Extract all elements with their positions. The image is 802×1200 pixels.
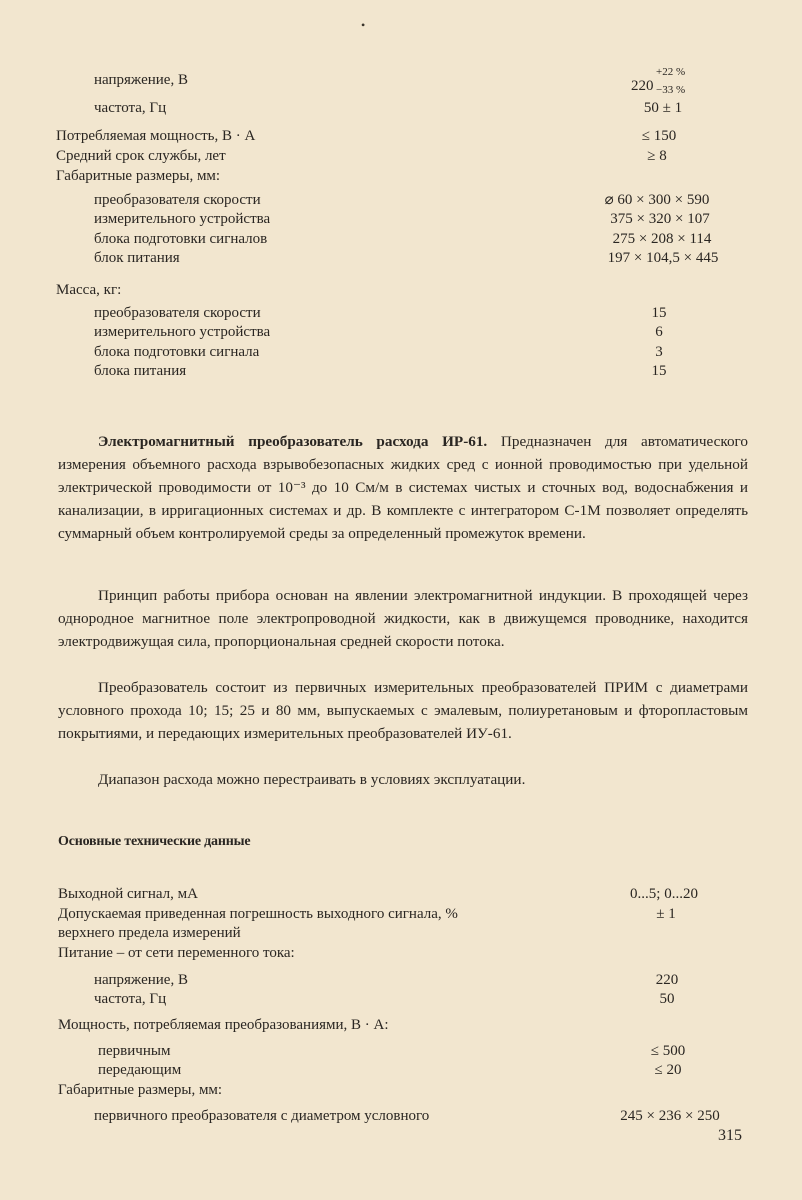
spec-value: 50 ± 1 [643,100,683,116]
spec-value: ≥ 8 [647,148,667,164]
spec-row-mass-heading [0,280,802,300]
dimension-row [0,209,802,229]
dimension-value: 197 × 104,5 × 445 [607,250,719,266]
spec-label: Габаритные размеры, мм: [56,168,221,184]
product-title: Электромагнитный преобразователь расхода ИР-61. [98,433,488,450]
top-mark: • [361,18,366,32]
dimension-value: 375 × 320 × 107 [610,211,710,227]
spec-label: Мощность, потребляемая преобразованиями, В · А: [58,1017,389,1033]
spec-label: первичного преобразователя с диаметром условного [94,1108,430,1124]
spec-tolerance-plus: +22 % [656,66,686,78]
spec-row-power [0,1015,802,1035]
spec-row-supply [0,943,802,963]
paragraph-range [58,768,748,791]
spec-label: Потребляемая мощность, В · А [56,128,256,144]
spec-row-frequency [0,98,802,118]
dimension-row [0,190,802,210]
mass-row [0,361,802,381]
mass-row [0,342,802,362]
spec-label: Выходной сигнал, мА [58,886,198,902]
mass-value: 15 [651,305,667,321]
mass-label: преобразователя скорости [94,305,261,321]
mass-row [0,303,802,323]
spec-value: ≤ 20 [654,1062,682,1078]
spec-value: ≤ 150 [641,128,677,144]
spec-value: 245 × 236 × 250 [620,1108,720,1124]
spec-label: первичным [98,1043,171,1059]
spec-label: верхнего предела измерений [58,925,241,941]
spec-value: 220 [631,78,654,94]
spec-row-voltage [0,66,802,96]
spec-label: частота, Гц [94,100,167,116]
spec-row-error [0,904,802,924]
mass-value: 3 [655,344,663,360]
spec-row-transmit [0,1060,802,1080]
spec-row-power [0,126,802,146]
mass-row [0,322,802,342]
spec-label: передающим [98,1062,182,1078]
spec-label: Средний срок службы, лет [56,148,226,164]
spec-label: Масса, кг: [56,282,122,298]
spec-row-dims-primary [0,1106,802,1126]
spec-value: ≤ 500 [650,1043,686,1059]
dimension-label: блока подготовки сигналов [94,231,268,247]
dimension-value: 275 × 208 × 114 [612,231,712,247]
spec-value: 50 [659,991,675,1007]
paragraph-intro [58,430,748,545]
spec-label: Габаритные размеры, мм: [58,1082,223,1098]
spec-label: Питание – от сети переменного тока: [58,945,295,961]
spec-value: 0...5; 0...20 [630,886,698,902]
spec-label: Допускаемая приведенная погрешность выходного сигнала, % [58,906,458,922]
spec-tolerance-minus: −33 % [656,84,686,96]
mass-value: 15 [651,363,667,379]
dimension-value: ⌀ 60 × 300 × 590 [604,192,710,208]
spec-label: напряжение, В [94,72,188,88]
spec-row-output [0,884,802,904]
dimension-row [0,229,802,249]
spec-label: напряжение, В [94,972,188,988]
spec-row-service-life [0,146,802,166]
spec-row-frequency [0,989,802,1009]
dimension-label: блок питания [94,250,180,266]
mass-label: блока подготовки сигнала [94,344,260,360]
page-number: 315 [718,1127,742,1144]
mass-label: измерительного устройства [94,324,271,340]
spec-row-voltage [0,970,802,990]
paragraph-text: Предназначен для автоматического измерения объемного расхода взрывобезопасных жидких сред с ионной проводимостью при удельной электрической проводимости от 10⁻³ до 10 См/м в системах чистых и сточных вод, водоснабжения и канализации, в ирригационных системах и др. В комплекте с интегратором С-1М позволяет определять суммарный объем контролируемой среды за определенный промежуток времени. [58,433,748,542]
specs-heading: Основные технические данные [58,834,251,849]
dimension-label: преобразователя скорости [94,192,261,208]
mass-label: блока питания [94,363,187,379]
spec-value: 220 [655,972,679,988]
spec-row-primary [0,1041,802,1061]
spec-row-dims-heading [0,1080,802,1100]
paragraph-text: Преобразователь состоит из первичных измерительных преобразователей ПРИМ с диаметрами условного прохода 10; 15; 25 и 80 мм, выпускаемых с эмалевым, полиуретановым и фторопластовым покрытиями, и передающих измерительных преобразователей ИУ-61. [58,679,748,742]
spec-row-error-cont [0,923,802,943]
spec-row-dimensions-heading [0,166,802,186]
dimension-row [0,248,802,268]
dimension-label: измерительного устройства [94,211,271,227]
paragraph-principle [58,584,748,653]
paragraph-text: Принцип работы прибора основан на явлении электромагнитной индукции. В проходящей через однородное магнитное поле электропроводной жидкости, как в движущемся проводнике, находится электродвижущая сила, пропорциональная средней скорости потока. [58,587,748,650]
spec-label: частота, Гц [94,991,167,1007]
mass-value: 6 [655,324,663,340]
paragraph-text: Диапазон расхода можно перестраивать в условиях эксплуатации. [98,771,526,788]
paragraph-composition [58,676,748,745]
spec-value: ± 1 [656,906,676,922]
